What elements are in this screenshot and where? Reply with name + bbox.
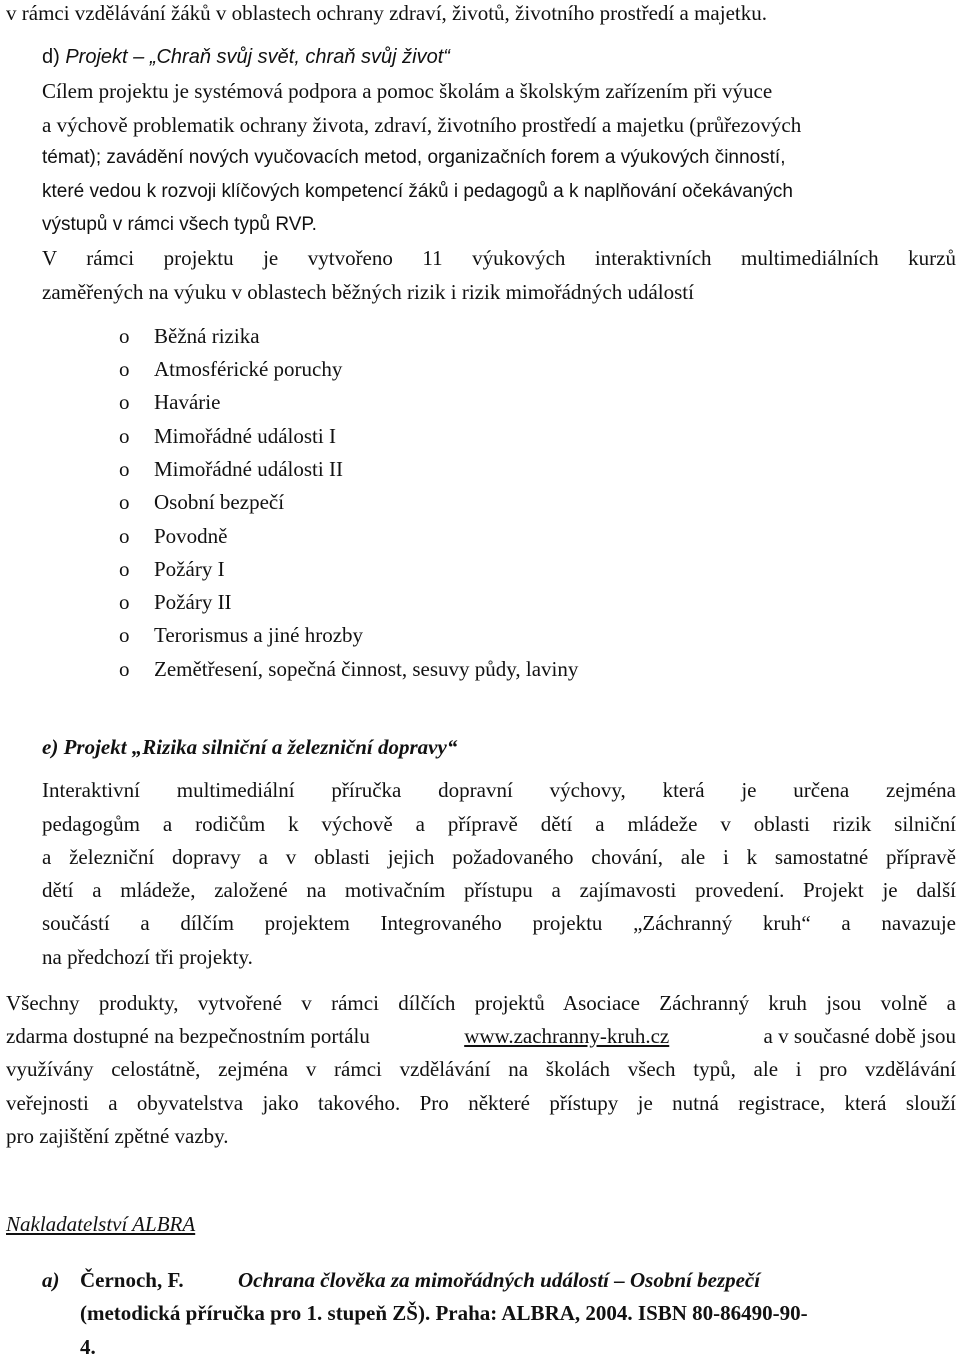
course-name: Povodně	[154, 524, 228, 548]
bullet-marker: o	[119, 424, 130, 448]
products-text: zdarma dostupné na bezpečnostním portálu	[6, 1024, 370, 1048]
bullet-marker: o	[119, 524, 130, 548]
course-name: Běžná rizika	[154, 324, 260, 348]
bullet-marker: o	[119, 490, 130, 514]
section-d-para1-line: výstupů v rámci všech typů RVP.	[42, 214, 317, 235]
section-d-para1-line: Cílem projektu je systémová podpora a pomoc školám a školským zařízením při výuce	[42, 79, 773, 103]
reference-line-1	[80, 1267, 956, 1293]
products-line: pro zajištění zpětné vazby.	[6, 1124, 229, 1148]
course-name: Požáry I	[154, 557, 225, 581]
portal-link[interactable]: www.zachranny-kruh.cz	[464, 1024, 670, 1048]
section-d-prefix: d)	[42, 46, 66, 68]
bullet-marker: o	[119, 590, 130, 614]
reference-line-2: (metodická příručka pro 1. stupeň ZŠ). Praha: ALBRA, 2004. ISBN 80-86490-90-	[80, 1301, 808, 1325]
course-name: Osobní bezpečí	[154, 490, 285, 514]
section-d-para1-line: témat); zavádění nových vyučovacích metod, organizačních forem a výukových činností,	[42, 147, 786, 168]
section-d-heading	[42, 44, 450, 70]
section-d-para1-line: které vedou k rozvoji klíčových kompetencí žáků i pedagogů a k naplňování očekávaných	[42, 181, 793, 202]
bullet-marker: o	[119, 623, 130, 647]
bullet-marker: o	[119, 357, 130, 381]
products-text: a v současné době jsou	[763, 1024, 956, 1048]
bullet-marker: o	[119, 557, 130, 581]
section-e-line: pedagogům a rodičům k výchově a přípravě dětí a mládeže v oblasti rizik silniční	[42, 812, 956, 836]
products-line-with-link	[6, 1023, 956, 1049]
section-e-line: součástí a dílčím projektem Integrovaného projektu „Záchranný kruh“ a navazuje	[42, 911, 956, 935]
products-line: využívány celostátně, zejména v rámci vzdělávání na školách všech typů, ale i pro vzdělávání	[6, 1057, 956, 1081]
section-e-line: dětí a mládeže, založené na motivačním přístupu a zajímavosti provedení. Projekt je další	[42, 878, 956, 902]
reference-title-text: Ochrana člověka za mimořádných událostí – Osobní bezpečí	[238, 1268, 761, 1292]
course-name: Atmosférické poruchy	[154, 357, 343, 381]
intro-line: v rámci vzdělávání žáků v oblastech ochrany zdraví, životů, životního prostředí a majetku.	[6, 1, 767, 25]
bullet-marker: o	[119, 657, 130, 681]
course-name: Havárie	[154, 390, 221, 414]
products-line: veřejnosti a obyvatelstva jako takového. Pro některé přístupy je nutná registrace, která slouží	[6, 1091, 956, 1115]
publisher-heading: Nakladatelství ALBRA	[6, 1212, 196, 1236]
reference-title	[238, 1267, 956, 1293]
section-d-title: Projekt – „Chraň svůj svět, chraň svůj život“	[65, 46, 450, 68]
section-d-para2-line: zaměřených na výuku v oblastech běžných rizik i rizik mimořádných událostí	[42, 280, 694, 304]
products-line: Všechny produkty, vytvořené v rámci dílčích projektů Asociace Záchranný kruh jsou volně a	[6, 991, 956, 1015]
course-name: Terorismus a jiné hrozby	[154, 623, 364, 647]
bullet-marker: o	[119, 457, 130, 481]
section-d-para2-line: V rámci projektu je vytvořeno 11 výukových interaktivních multimediálních kurzů	[42, 246, 956, 270]
reference-marker: a)	[42, 1268, 60, 1292]
bullet-marker: o	[119, 324, 130, 348]
course-name: Zemětřesení, sopečná činnost, sesuvy půdy, laviny	[154, 657, 579, 681]
bullet-marker: o	[119, 390, 130, 414]
section-e-line: Interaktivní multimediální příručka dopravní výchovy, která je určena zejména	[42, 778, 956, 802]
section-e-line: a železniční dopravy a v oblasti jejich požadovaného chování, ale i k samostatné přípravě	[42, 845, 956, 869]
course-name: Požáry II	[154, 590, 232, 614]
course-name: Mimořádné události II	[154, 457, 343, 481]
section-d-para1-line: a výchově problematik ochrany života, zdraví, životního prostředí a majetku (průřezových	[42, 113, 802, 137]
section-e-line: na předchozí tři projekty.	[42, 945, 253, 969]
section-e-heading: e) Projekt „Rizika silniční a železniční dopravy“	[42, 735, 458, 759]
reference-author: Černoch, F.	[80, 1268, 184, 1292]
reference-line-3: 4.	[80, 1335, 96, 1359]
course-name: Mimořádné události I	[154, 424, 336, 448]
